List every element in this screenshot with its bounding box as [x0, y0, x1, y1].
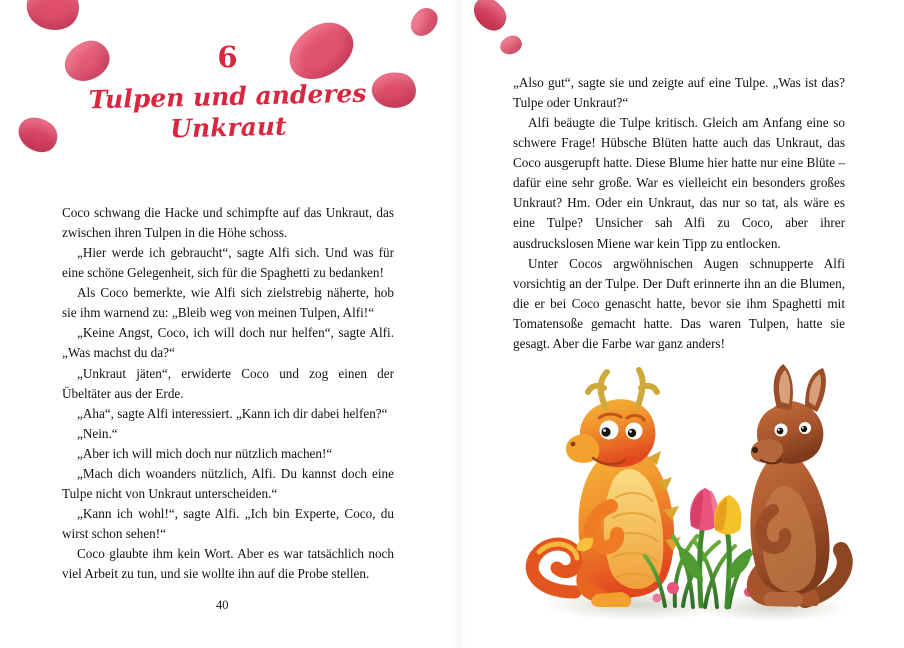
paragraph: „Nein.“: [77, 425, 118, 441]
illustration-dragon-and-kangaroo: [505, 330, 865, 630]
paragraph: „Mach dich woanders nützlich, Alfi. Du kannst doch eine Tulpe nicht von Unkraut unterscheiden.“: [62, 465, 394, 501]
chapter-number: 6: [217, 40, 239, 74]
paragraph: „Hier werde ich gebraucht“, sagte Alfi sich. Und was für eine schöne Gelegenheit, sich für die Spaghetti zu bedanken!: [62, 245, 394, 281]
paragraph: „Aber ich will mich doch nur nützlich machen!“: [77, 445, 333, 461]
paragraph: „Kann ich wohl!“, sagte Alfi. „Ich bin Experte, Coco, du wirst schon sehen!“: [62, 505, 394, 541]
small-flower-icon: [667, 582, 679, 594]
paragraph: „Also gut“, sagte sie und zeigte auf eine Tulpe. „Was ist das? Tulpe oder Unkraut?“: [513, 75, 845, 111]
rose-petal-icon: [12, 109, 64, 160]
page-number: 40: [216, 598, 229, 612]
left-page-column: [62, 0, 394, 584]
orange-yellow-dragon-figure: [532, 370, 681, 607]
paragraph: Coco glaubte ihm kein Wort. Aber es war tatsächlich noch viel Arbeit zu tun, und sie wollte ihn auf die Probe stellen.: [62, 546, 394, 582]
page-gutter: [452, 0, 466, 648]
chapter-title: [61, 78, 394, 147]
brown-kangaroo-figure: [747, 364, 845, 607]
paragraph: Coco schwang die Hacke und schimpfte auf das Unkraut, das zwischen ihren Tulpen in die Höhe schoss.: [62, 205, 394, 241]
right-page-body: [513, 73, 845, 354]
pink-tulip: [690, 488, 718, 531]
paragraph: Alfi beäugte die Tulpe kritisch. Gleich am Anfang eine so schwere Frage! Hübsche Blüten hatte auch das Unkraut, das Coco ausgerupft hatte. Diese Blume hier hatte nur eine Blüte – dafür eine sehr große. War es vielleicht ein besonders großes Unkraut? Hm. Oder ein Unkraut, das nur so tat, als wäre es eine Tulpe? Unsicher sah Alfi zu Coco, aber ihrer ausdruckslosen Miene war kein Tipp zu entlocken.: [513, 115, 845, 251]
paragraph: „Keine Angst, Coco, ich will doch nur helfen“, sagte Alfi. „Was machst du da?“: [62, 325, 394, 361]
paragraph: „Aha“, sagte Alfi interessiert. „Kann ich dir dabei helfen?“: [77, 405, 388, 421]
rose-petal-icon: [405, 3, 443, 41]
yellow-tulip: [714, 495, 741, 535]
small-flower-icon: [653, 594, 662, 603]
left-page-body: [62, 203, 394, 584]
chapter-title-line-2: Unkraut: [169, 111, 287, 143]
paragraph: Als Coco bemerkte, wie Alfi sich zielstrebig näherte, hob sie ihm warnend zu: „Bleib weg von meinen Tulpen, Alfi!“: [62, 285, 394, 321]
paragraph: „Unkraut jäten“, erwiderte Coco und zog einen der Übeltäter aus der Erde.: [62, 365, 394, 401]
paragraph-text: Unter Cocos argwöhnischen Augen schnupperte Alfi vorsichtig an der Tulpe. Der Duft erinnerte ihn an die Blumen, die er bei Coco genascht hatte, bevor sie ihm Spaghetti mit Tomatensoße gemacht hatte. Das waren Tulpen, hatte sie gesagt. Aber die Farbe war ganz anders!: [513, 255, 845, 351]
chapter-title-line-1: Tulpen und anderes: [88, 78, 367, 115]
rose-petal-icon: [468, 0, 512, 37]
